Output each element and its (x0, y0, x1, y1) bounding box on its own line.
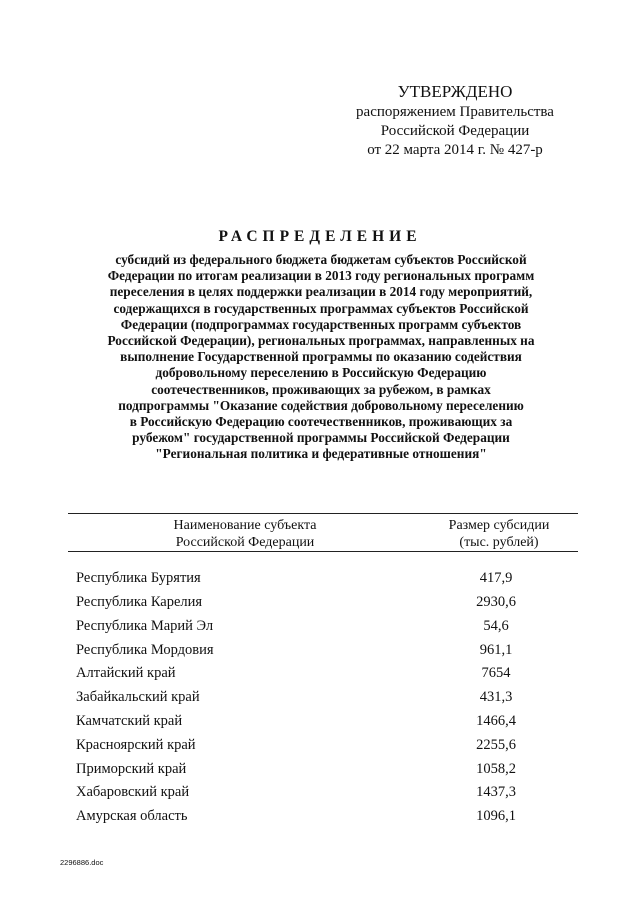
row-amount: 1096,1 (476, 808, 516, 824)
table-header-amount (420, 517, 578, 551)
row-amount: 1437,3 (476, 784, 516, 800)
subtitle-line: соотечественников, проживающих за рубежом, в рамках (151, 381, 491, 397)
table-row (76, 808, 576, 830)
row-subject: Республика Мордовия (76, 642, 214, 658)
table-top-rule (68, 513, 578, 514)
row-subject: Амурская область (76, 808, 188, 824)
table-row (76, 689, 576, 711)
subtitle-line: содержащихся в государственных программах субъектов Российской (113, 300, 529, 316)
table-row (76, 618, 576, 640)
subtitle-line: переселения в целях поддержки реализации в 2014 году мероприятий, (109, 284, 533, 300)
table-row (76, 784, 576, 806)
approval-line-2: Российской Федерации (380, 123, 530, 139)
subtitle-line: Федерации (подпрограммах государственных программ субъектов (120, 316, 522, 332)
table-row (76, 570, 576, 592)
row-amount: 1058,2 (476, 761, 516, 777)
header-amount-line-1: Размер субсидии (448, 518, 550, 533)
row-amount: 1466,4 (476, 713, 516, 729)
header-subject-line-1: Наименование субъекта (173, 518, 317, 533)
row-amount: 54,6 (483, 618, 509, 634)
table-header-subject (70, 517, 420, 551)
document-title: РАСПРЕДЕЛЕНИЕ (218, 228, 422, 245)
table-row (76, 665, 576, 687)
subtitle-line: добровольному переселению в Российскую Федерацию (155, 365, 487, 381)
row-subject: Приморский край (76, 761, 187, 777)
table-row (76, 713, 576, 735)
row-subject: Республика Карелия (76, 594, 203, 610)
row-subject: Забайкальский край (76, 689, 200, 705)
row-amount: 431,3 (479, 689, 513, 705)
row-subject: Красноярский край (76, 737, 196, 753)
table-row (76, 761, 576, 783)
row-amount: 2930,6 (476, 594, 516, 610)
approval-line-1: распоряжением Правительства (356, 104, 554, 120)
document-subtitle (40, 252, 602, 463)
row-subject: Республика Бурятия (76, 570, 201, 586)
table-row (76, 737, 576, 759)
header-amount-line-2: (тыс. рублей) (459, 535, 539, 550)
row-subject: Алтайский край (76, 665, 176, 681)
row-subject: Республика Марий Эл (76, 618, 214, 634)
table-header-rule (68, 551, 578, 552)
subtitle-line: "Региональная политика и федеративные отношения" (155, 446, 487, 462)
row-subject: Хабаровский край (76, 784, 190, 800)
subtitle-line: субсидий из федерального бюджета бюджетам субъектов Российской (115, 252, 527, 267)
approval-heading: УТВЕРЖДЕНО (397, 82, 513, 101)
row-amount: 2255,6 (476, 737, 516, 753)
subtitle-line: Российской Федерации), региональных программах, направленных на (107, 333, 535, 349)
subtitle-line: Федерации по итогам реализации в 2013 году региональных программ (107, 268, 535, 284)
subtitle-line: рубежом" государственной программы Российской Федерации (132, 430, 510, 446)
header-subject-line-2: Российской Федерации (175, 535, 315, 550)
table-row (76, 594, 576, 616)
subtitle-line: выполнение Государственной программы по оказанию содействия (120, 349, 522, 365)
file-name-footer: 2296886.doc (60, 858, 104, 867)
table-row (76, 642, 576, 664)
subtitle-line: подпрограммы "Оказание содействия добровольному переселению (118, 397, 524, 413)
row-subject: Камчатский край (76, 713, 183, 729)
approval-block (330, 82, 580, 160)
row-amount: 417,9 (479, 570, 513, 586)
approval-line-3: от 22 марта 2014 г. № 427-р (367, 142, 543, 158)
subtitle-line: в Российскую Федерацию соотечественников, проживающих за (129, 414, 513, 430)
row-amount: 961,1 (479, 642, 513, 658)
row-amount: 7654 (481, 665, 511, 681)
